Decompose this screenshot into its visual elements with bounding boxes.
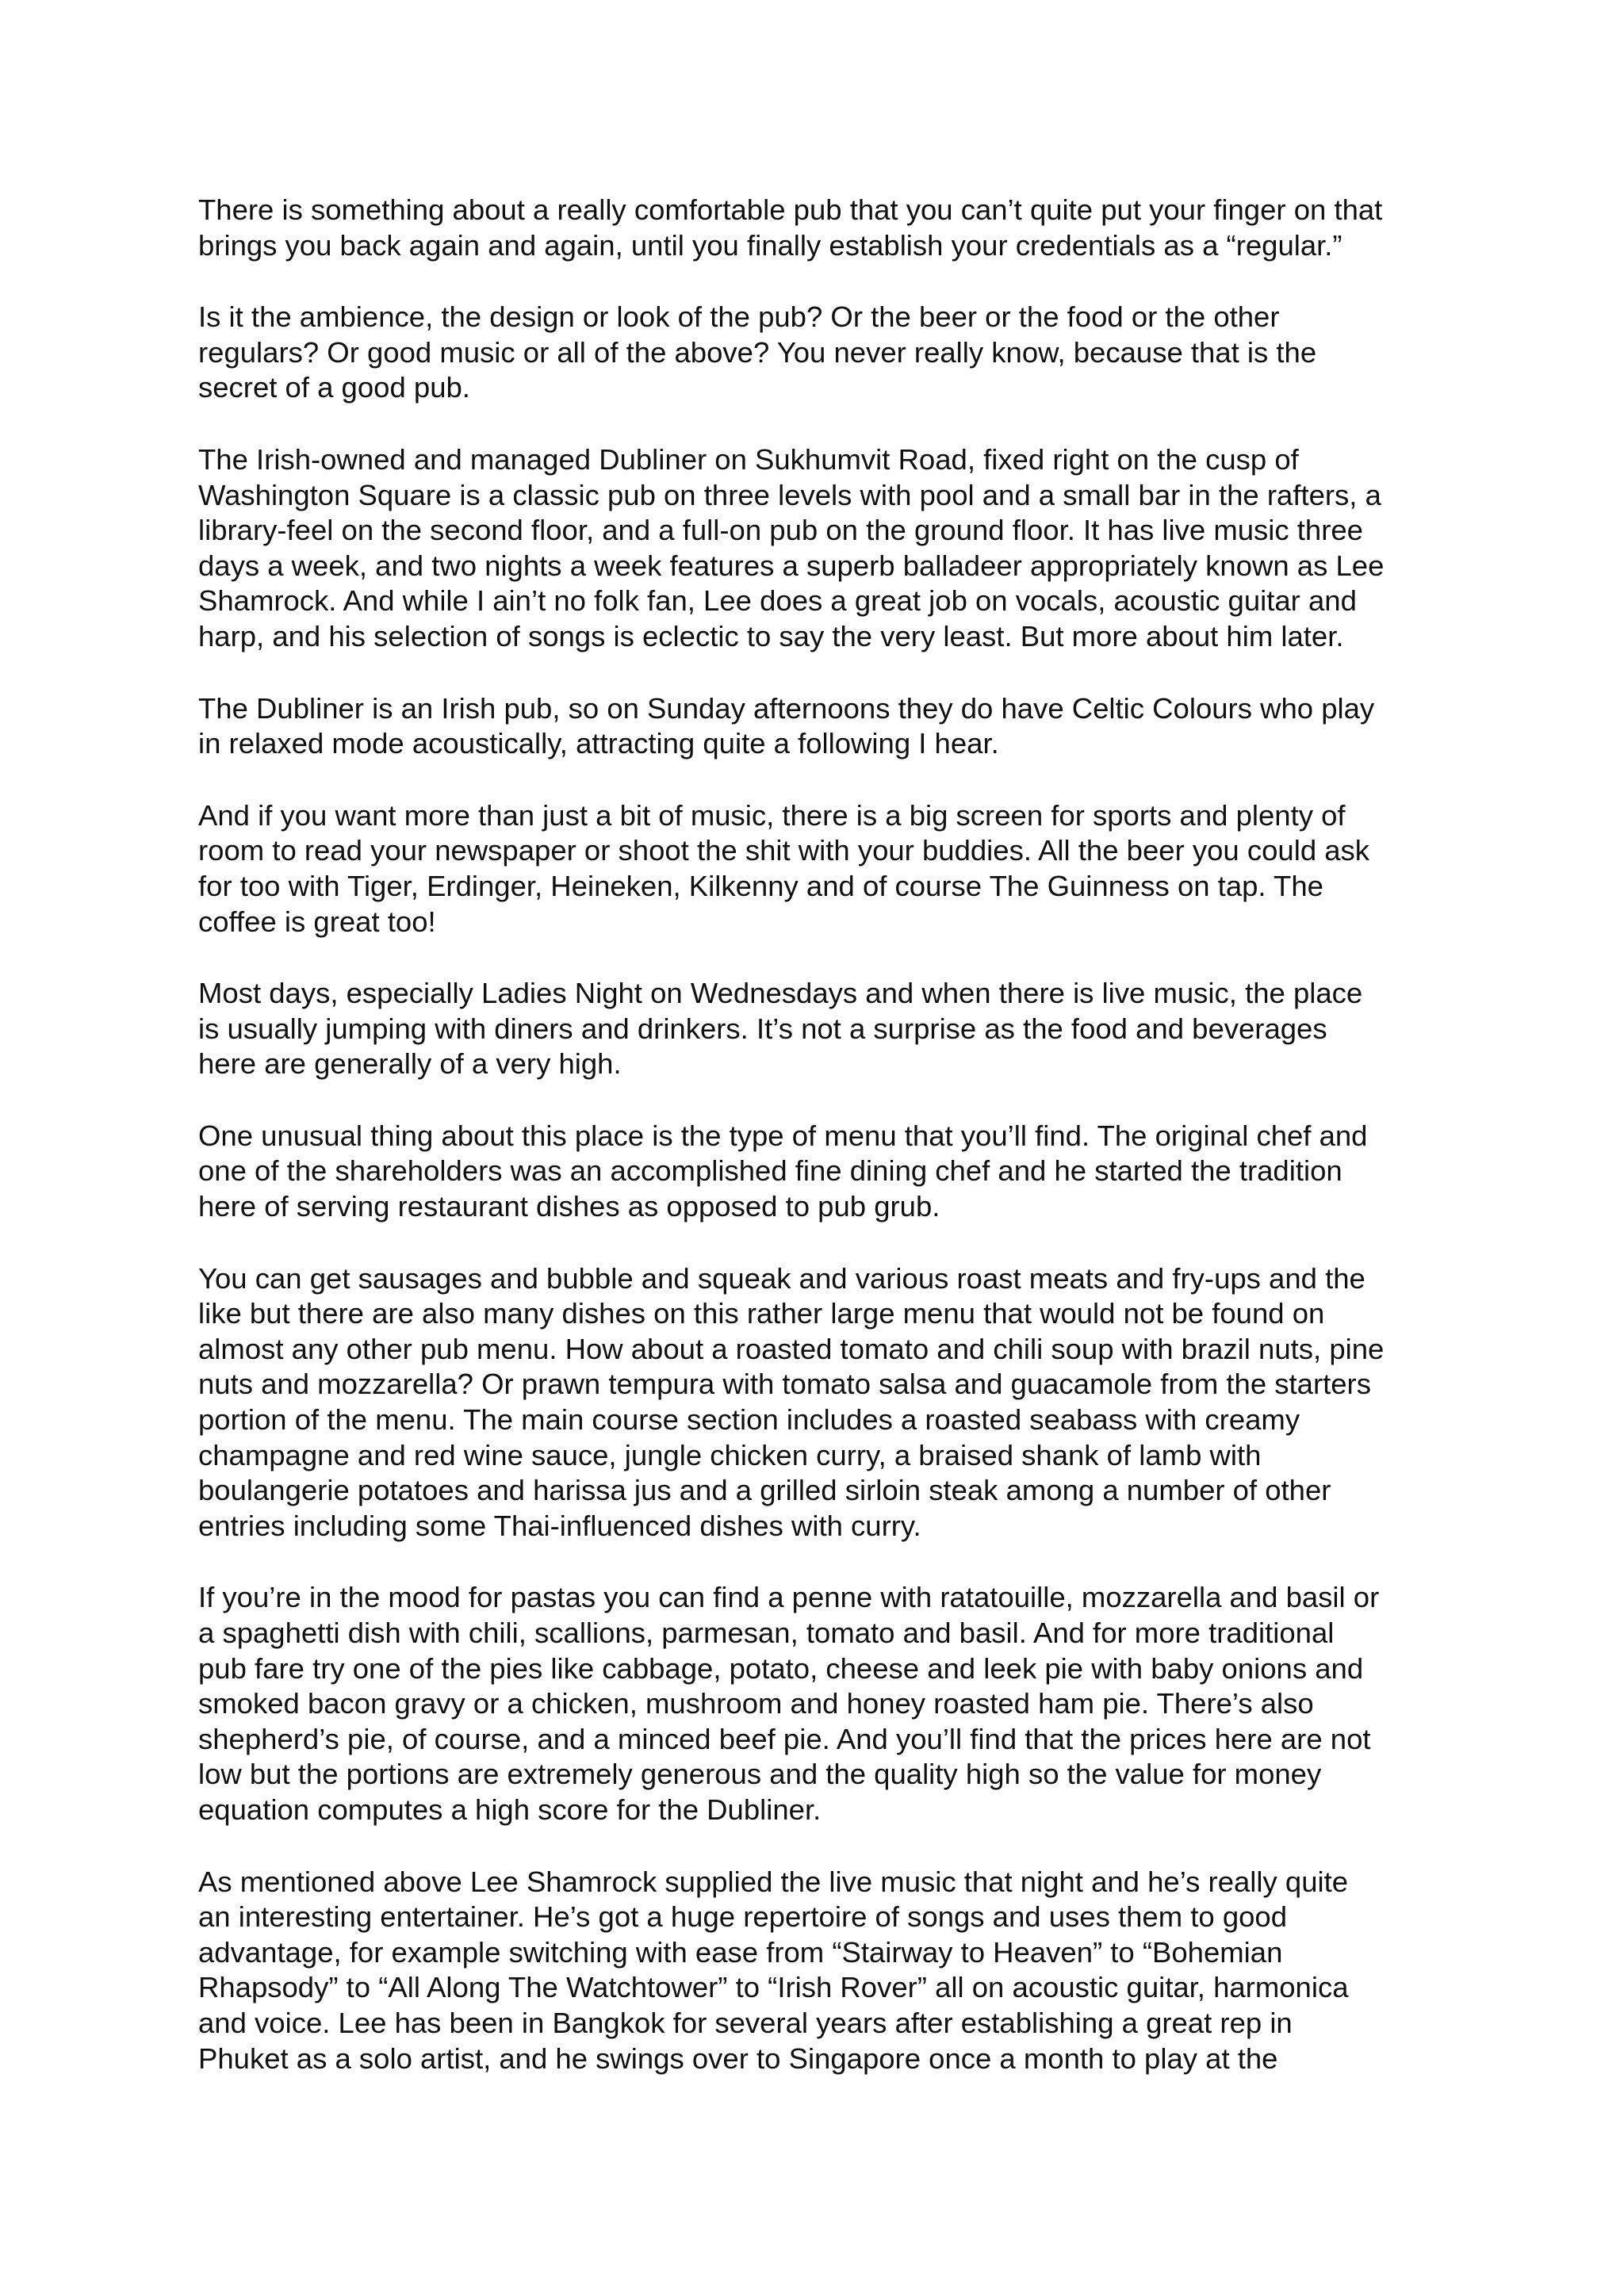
paragraph: The Irish-owned and managed Dubliner on Sukhumvit Road, fixed right on the cusp of Washington Square is a classic pub on three levels with pool and a small bar in the rafters, a library-feel on the second floor, and a full-on pub on the ground floor. It has live music three days a week, and two nights a week features a superb balladeer appropriately known as Lee Shamrock. And while I ain’t no folk fan, Lee does a great job on vocals, acoustic guitar and harp, and his selection of songs is eclectic to say the very least. But more about him later.	[198, 442, 1385, 652]
paragraph: Is it the ambience, the design or look of the pub? Or the beer or the food or the other regulars? Or good music or all of the above? You never really know, because that is the secret of a good pub.	[198, 300, 1317, 404]
paragraph: The Dubliner is an Irish pub, so on Sunday afternoons they do have Celtic Colours who play in relaxed mode acoustically, attracting quite a following I hear.	[198, 691, 1375, 760]
paragraph: You can get sausages and bubble and squeak and various roast meats and fry-ups and the like but there are also many dishes on this rather large menu that would not be found on almost any other pub menu. How about a roasted tomato and chili soup with brazil nuts, pine nuts and mozzarella? Or prawn tempura with tomato salsa and guacamole from the starters portion of the menu. The main course section includes a roasted seabass with creamy champagne and red wine sauce, jungle chicken curry, a braised shank of lamb with boulangerie potatoes and harissa jus and a grilled sirloin steak among a number of other entries including some Thai-influenced dishes with curry.	[198, 1261, 1385, 1542]
paragraph: If you’re in the mood for pastas you can find a penne with ratatouille, mozzarella and basil or a spaghetti dish with chili, scallions, parmesan, tomato and basil. And for more traditional pub fare try one of the pies like cabbage, potato, cheese and leek pie with baby onions and smoked bacon gravy or a chicken, mushroom and honey roasted ham pie. There’s also shepherd’s pie, of course, and a minced beef pie. And you’ll find that the prices here are not low but the portions are extremely generous and the quality high so the value for money equation computes a high score for the Dubliner.	[198, 1581, 1380, 1826]
paragraph: And if you want more than just a bit of music, there is a big screen for sports and plenty of room to read your newspaper or shoot the shit with your buddies. All the beer you could ask for too with Tiger, Erdinger, Heineken, Kilkenny and of course The Guinness on tap. The coffee is great too!	[198, 798, 1370, 938]
paragraph: As mentioned above Lee Shamrock supplied the live music that night and he’s really quite an interesting entertainer. He’s got a huge repertoire of songs and uses them to good advantage, for example switching with ease from “Stairway to Heaven” to “Bohemian Rhapsody” to “All Along The Watchtower” to “Irish Rover” all on acoustic guitar, harmonica and voice. Lee has been in Bangkok for several years after establishing a great rep in Phuket as a solo artist, and he swings over to Singapore once a month to play at the	[198, 1865, 1349, 2075]
paragraph: There is something about a really comfortable pub that you can’t quite put your finger on that brings you back again and again, until you finally establish your credentials as a “regular.”	[198, 193, 1383, 262]
paragraph: One unusual thing about this place is the type of menu that you’ll find. The original chef and one of the shareholders was an accomplished fine dining chef and he started the tradition here of serving restaurant dishes as opposed to pub grub.	[198, 1119, 1368, 1223]
article-body	[198, 193, 1443, 2113]
paragraph: Most days, especially Ladies Night on Wednesdays and when there is live music, the place is usually jumping with diners and drinkers. It’s not a surprise as the food and beverages here are generally of a very high.	[198, 977, 1363, 1081]
